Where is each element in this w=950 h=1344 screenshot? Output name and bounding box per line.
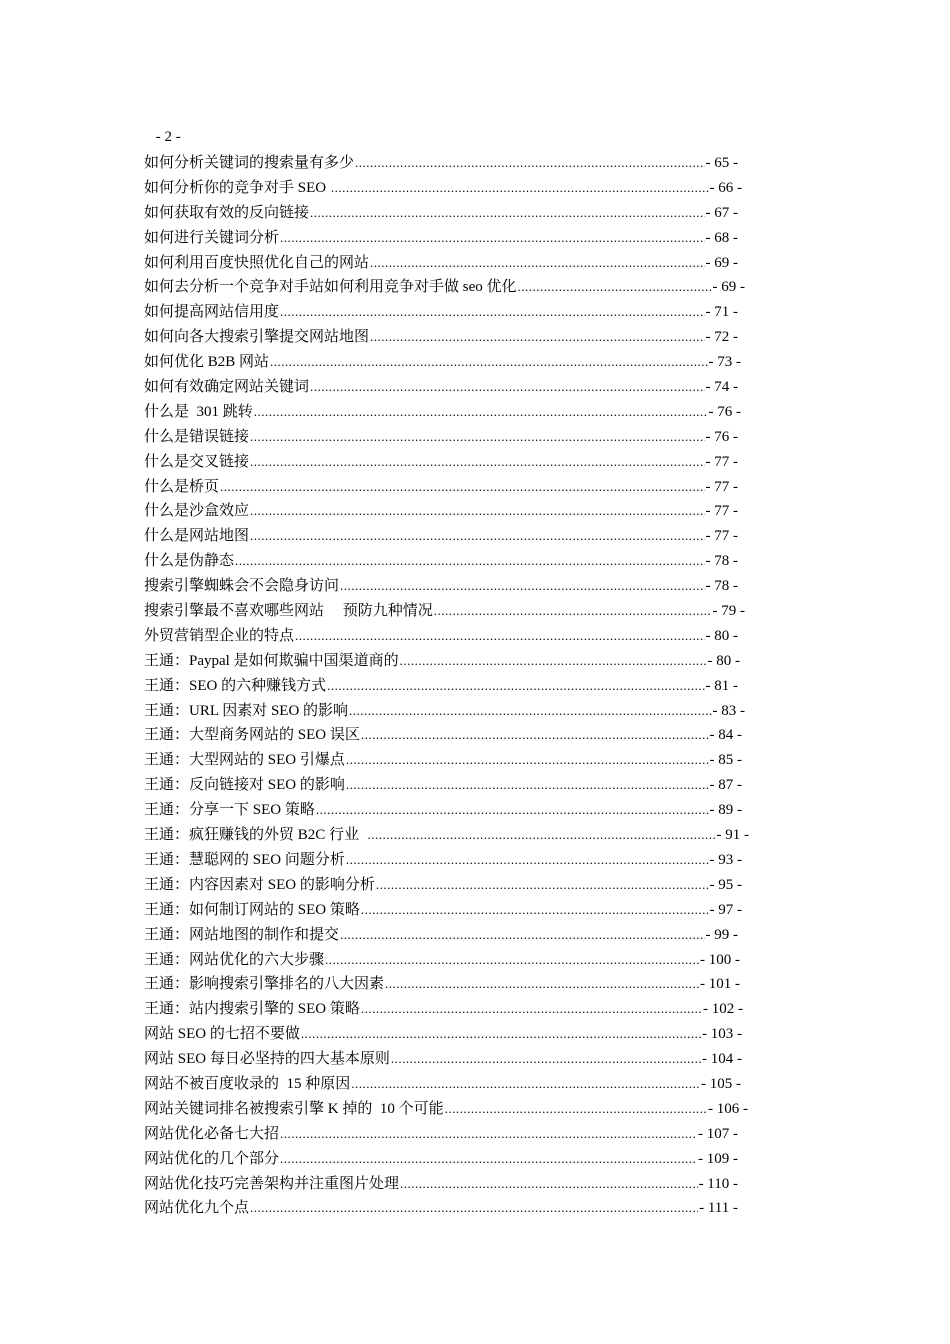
toc-leader-dots: [327, 674, 704, 699]
toc-entry[interactable]: [144, 1172, 738, 1197]
toc-entry-title: 王通：Paypal 是如何欺骗中国渠道商的: [144, 652, 399, 669]
toc-entry-title: 王通：如何制订网站的 SEO 策略: [144, 901, 360, 918]
toc-leader-dots: [280, 226, 704, 251]
toc-leader-dots: [351, 1072, 700, 1097]
toc-entry-title: 网站 SEO 的七招不要做: [144, 1026, 300, 1043]
toc-entry-page: - 83 -: [712, 702, 745, 719]
toc-entry-title: 王通：影响搜索引擎排名的八大因素: [144, 976, 385, 993]
toc-leader-dots: [385, 972, 699, 997]
toc-entry-title: 如何优化 B2B 网站: [144, 354, 270, 371]
toc-entry-title: 如何提高网站信用度: [144, 304, 280, 321]
table-of-contents: [144, 151, 754, 1221]
toc-entry-page: - 93 -: [709, 851, 742, 868]
toc-entry-title: 如何利用百度快照优化自己的网站: [144, 254, 370, 271]
toc-leader-dots: [310, 375, 704, 400]
toc-leader-dots: [340, 923, 704, 948]
toc-entry-page: - 77 -: [705, 503, 738, 520]
toc-leader-dots: [250, 450, 704, 475]
toc-entry-page: - 100 -: [700, 951, 740, 968]
toc-entry-title: 网站优化九个点: [144, 1200, 250, 1217]
toc-entry[interactable]: [144, 499, 738, 524]
toc-leader-dots: [295, 624, 704, 649]
toc-entry-page: - 71 -: [705, 304, 738, 321]
toc-leader-dots: [361, 997, 702, 1022]
toc-entry[interactable]: [144, 699, 745, 724]
toc-entry-title: 网站不被百度收录的 15 种原因: [144, 1075, 351, 1092]
toc-entry[interactable]: [144, 400, 741, 425]
toc-entry-title: 网站优化技巧完善架构并注重图片处理: [144, 1175, 400, 1192]
toc-entry[interactable]: [144, 948, 740, 973]
toc-entry-page: - 77 -: [705, 453, 738, 470]
toc-entry[interactable]: [144, 997, 743, 1022]
toc-entry-title: 王通：疯狂赚钱的外贸 B2C 行业: [144, 827, 367, 844]
toc-entry-title: 如何进行关键词分析: [144, 229, 280, 246]
toc-entry[interactable]: [144, 549, 738, 574]
toc-entry-title: 搜索引擎最不喜欢哪些网站 预防九种情况: [144, 603, 433, 620]
toc-entry-title: 什么是沙盒效应: [144, 503, 250, 520]
toc-entry-page: - 106 -: [708, 1100, 748, 1117]
toc-leader-dots: [361, 898, 709, 923]
toc-leader-dots: [355, 151, 704, 176]
toc-entry[interactable]: [144, 201, 738, 226]
toc-entry-title: 网站关键词排名被搜索引擎 K 掉的 10 个可能: [144, 1100, 444, 1117]
toc-leader-dots: [310, 201, 704, 226]
toc-leader-dots: [370, 251, 704, 276]
toc-entry-title: 网站优化的几个部分: [144, 1150, 280, 1167]
toc-entry-page: - 105 -: [701, 1075, 741, 1092]
toc-entry-title: 如何分析你的竞争对手 SEO: [144, 179, 330, 196]
toc-entry-page: - 95 -: [709, 876, 742, 893]
toc-entry-page: - 68 -: [705, 229, 738, 246]
toc-leader-dots: [301, 1022, 701, 1047]
toc-leader-dots: [370, 325, 704, 350]
toc-entry[interactable]: [144, 848, 742, 873]
toc-leader-dots: [346, 773, 709, 798]
toc-entry-page: - 69 -: [712, 279, 745, 296]
toc-entry-page: - 80 -: [705, 627, 738, 644]
toc-entry-page: - 69 -: [705, 254, 738, 271]
toc-entry-page: - 65 -: [705, 155, 738, 171]
toc-entry-title: 王通：URL 因素对 SEO 的影响: [144, 702, 349, 719]
toc-entry-page: - 78 -: [705, 553, 738, 570]
toc-entry[interactable]: [144, 275, 745, 300]
toc-entry-page: - 97 -: [709, 901, 742, 918]
toc-entry-page: - 81 -: [705, 677, 738, 694]
toc-entry-title: 如何分析关键词的搜索量有多少: [144, 155, 355, 171]
toc-entry[interactable]: [144, 325, 738, 350]
toc-entry[interactable]: [144, 723, 742, 748]
toc-entry[interactable]: [144, 226, 738, 251]
toc-entry[interactable]: [144, 1097, 748, 1122]
toc-entry-title: 如何有效确定网站关键词: [144, 379, 310, 396]
toc-entry[interactable]: [144, 450, 738, 475]
toc-entry-page: - 72 -: [705, 329, 738, 346]
toc-leader-dots: [349, 699, 711, 724]
toc-entry[interactable]: [144, 748, 742, 773]
toc-entry-title: 王通：内容因素对 SEO 的影响分析: [144, 876, 375, 893]
toc-entry[interactable]: [144, 1147, 738, 1172]
toc-entry-title: 如何向各大搜索引擎提交网站地图: [144, 329, 370, 346]
toc-entry-page: - 78 -: [705, 578, 738, 595]
toc-entry[interactable]: [144, 923, 738, 948]
toc-entry-page: - 76 -: [708, 403, 741, 420]
toc-leader-dots: [280, 1147, 697, 1172]
toc-entry-title: 王通：SEO 的六种赚钱方式: [144, 677, 327, 694]
toc-leader-dots: [434, 599, 712, 624]
toc-leader-dots: [280, 300, 704, 325]
toc-entry-title: 王通：反向链接对 SEO 的影响: [144, 777, 345, 794]
toc-entry-title: 王通：慧聪网的 SEO 问题分析: [144, 851, 345, 868]
toc-entry-title: 王通：大型网站的 SEO 引爆点: [144, 752, 345, 769]
toc-leader-dots: [250, 425, 704, 450]
toc-entry-title: 王通：分享一下 SEO 策略: [144, 802, 315, 819]
toc-entry[interactable]: [144, 599, 745, 624]
toc-entry-page: - 99 -: [705, 926, 738, 943]
toc-entry-title: 王通：网站地图的制作和提交: [144, 926, 340, 943]
toc-entry[interactable]: [144, 873, 742, 898]
toc-entry-page: - 73 -: [708, 354, 741, 371]
page-number: - 2 -: [152, 129, 181, 145]
toc-entry[interactable]: [144, 375, 738, 400]
toc-entry-title: 王通：网站优化的六大步骤: [144, 951, 325, 968]
toc-entry[interactable]: [144, 898, 742, 923]
toc-entry[interactable]: [144, 251, 738, 276]
toc-entry-page: - 89 -: [709, 802, 742, 819]
toc-entry-page: - 67 -: [705, 204, 738, 221]
toc-entry-page: - 74 -: [705, 379, 738, 396]
toc-entry[interactable]: [144, 674, 738, 699]
toc-entry[interactable]: [144, 624, 738, 649]
toc-leader-dots: [235, 549, 704, 574]
toc-entry-page: - 85 -: [709, 752, 742, 769]
toc-entry[interactable]: [144, 798, 742, 823]
toc-leader-dots: [316, 798, 709, 823]
toc-leader-dots: [368, 823, 716, 848]
toc-entry-page: - 77 -: [705, 528, 738, 545]
toc-entry-title: 什么是错误链接: [144, 428, 250, 445]
toc-entry-page: - 103 -: [702, 1026, 742, 1043]
toc-entry-title: 外贸营销型企业的特点: [144, 627, 295, 644]
toc-entry-page: - 111 -: [699, 1200, 738, 1217]
toc-entry[interactable]: [144, 1122, 738, 1147]
toc-leader-dots: [445, 1097, 707, 1122]
toc-entry-page: - 109 -: [698, 1150, 738, 1167]
toc-entry[interactable]: [144, 1196, 738, 1221]
toc-entry[interactable]: [144, 475, 738, 500]
toc-leader-dots: [331, 176, 709, 201]
toc-entry-page: - 87 -: [709, 777, 742, 794]
toc-entry-page: - 107 -: [698, 1125, 738, 1142]
toc-leader-dots: [400, 1172, 698, 1197]
toc-leader-dots: [280, 1122, 697, 1147]
toc-entry-page: - 84 -: [709, 727, 742, 744]
toc-entry-page: - 101 -: [700, 976, 740, 993]
toc-leader-dots: [250, 524, 704, 549]
toc-entry[interactable]: [144, 524, 738, 549]
toc-entry-title: 网站优化必备七大招: [144, 1125, 280, 1142]
toc-entry-page: - 102 -: [703, 1001, 743, 1018]
toc-leader-dots: [518, 275, 712, 300]
toc-entry-title: 什么是桥页: [144, 478, 220, 495]
toc-entry[interactable]: [144, 300, 738, 325]
toc-leader-dots: [270, 350, 707, 375]
toc-entry[interactable]: [144, 773, 742, 798]
toc-entry-title: 王通：大型商务网站的 SEO 误区: [144, 727, 360, 744]
toc-leader-dots: [340, 574, 704, 599]
toc-entry-page: - 104 -: [702, 1051, 742, 1068]
toc-entry[interactable]: [144, 176, 742, 201]
toc-entry-page: - 91 -: [716, 827, 749, 844]
toc-entry[interactable]: [144, 425, 738, 450]
toc-entry[interactable]: [144, 649, 740, 674]
toc-leader-dots: [346, 848, 709, 873]
toc-entry-page: - 66 -: [709, 179, 742, 196]
toc-leader-dots: [376, 873, 709, 898]
toc-entry-title: 什么是交叉链接: [144, 453, 250, 470]
toc-entry[interactable]: [144, 1022, 742, 1047]
toc-entry[interactable]: [144, 574, 738, 599]
toc-leader-dots: [250, 499, 704, 524]
toc-entry-title: 王通：站内搜索引擎的 SEO 策略: [144, 1001, 360, 1018]
toc-entry[interactable]: [144, 1072, 741, 1097]
toc-entry-page: - 79 -: [712, 603, 745, 620]
toc-entry[interactable]: [144, 972, 740, 997]
toc-entry-title: 什么是网站地图: [144, 528, 250, 545]
toc-leader-dots: [250, 1196, 698, 1221]
toc-leader-dots: [220, 475, 704, 500]
toc-entry-title: 如何去分析一个竞争对手站如何利用竞争对手做 seo 优化: [144, 279, 517, 296]
toc-leader-dots: [400, 649, 707, 674]
toc-entry-title: 搜索引擎蜘蛛会不会隐身访问: [144, 578, 340, 595]
toc-leader-dots: [391, 1047, 701, 1072]
toc-entry-page: - 76 -: [705, 428, 738, 445]
toc-entry[interactable]: [144, 350, 741, 375]
toc-entry-page: - 110 -: [698, 1175, 738, 1192]
toc-entry-title: 什么是 301 跳转: [144, 403, 253, 420]
toc-leader-dots: [325, 948, 699, 973]
toc-entry-page: - 77 -: [705, 478, 738, 495]
toc-entry[interactable]: [144, 151, 738, 176]
toc-entry-page: - 80 -: [707, 652, 740, 669]
toc-entry-title: 网站 SEO 每日必坚持的四大基本原则: [144, 1051, 390, 1068]
toc-entry[interactable]: [144, 1047, 742, 1072]
toc-leader-dots: [254, 400, 708, 425]
toc-entry[interactable]: [144, 823, 749, 848]
toc-leader-dots: [346, 748, 709, 773]
toc-entry-title: 如何获取有效的反向链接: [144, 204, 310, 221]
toc-leader-dots: [361, 723, 709, 748]
toc-entry-title: 什么是伪静态: [144, 553, 235, 570]
